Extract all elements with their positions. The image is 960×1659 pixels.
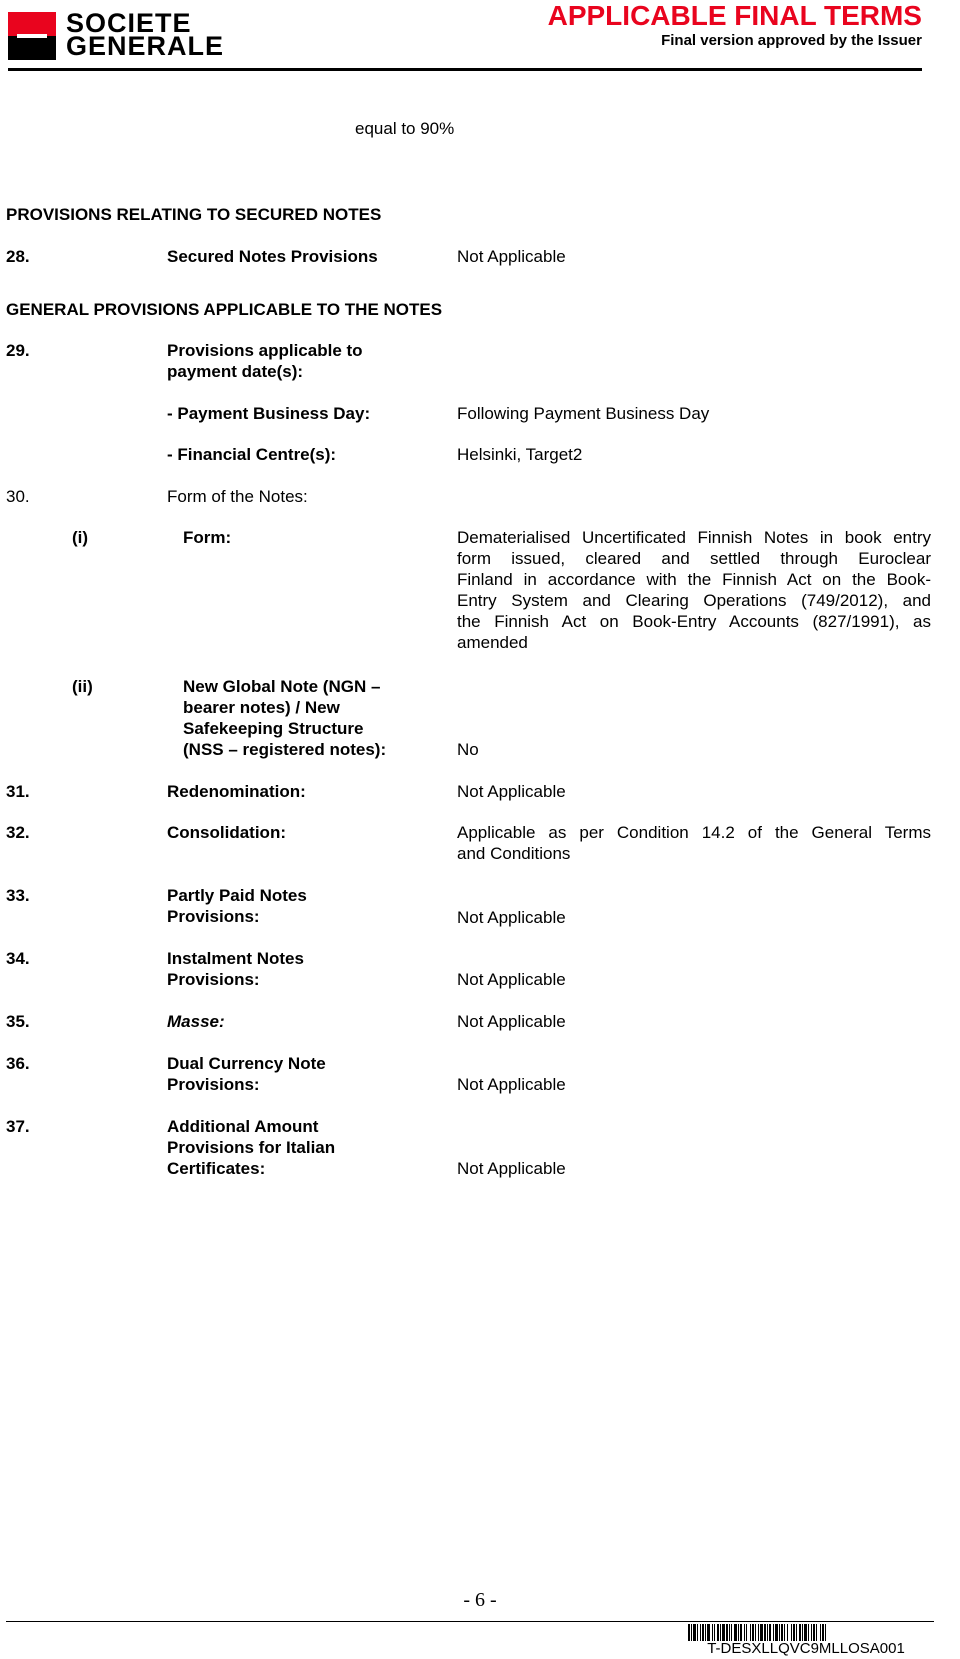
item-value: Not Applicable (457, 782, 566, 801)
sub-item-value: Following Payment Business Day (457, 404, 710, 423)
sub-item-label: - Financial Centre(s): (167, 445, 337, 464)
item-value: Not Applicable (457, 1012, 566, 1031)
item-label: Redenomination: (167, 782, 306, 801)
footer-divider (6, 1621, 934, 1622)
sub-item-label: - Payment Business Day: (167, 404, 371, 423)
barcode-icon (688, 1624, 924, 1641)
item-number: 31. (6, 782, 30, 801)
item-value: Not Applicable (457, 908, 566, 927)
item-label: Provisions applicable to (167, 341, 363, 360)
logo-mark-icon (8, 12, 56, 60)
item-label: Consolidation: (167, 823, 286, 842)
sub-item-number: (i) (72, 528, 89, 547)
sub-item-value: Helsinki, Target2 (457, 445, 583, 464)
sub-item-label: Form: (183, 528, 232, 547)
item-number: 28. (6, 247, 30, 266)
item-number: 29. (6, 341, 30, 360)
item-value: Applicable as per Condition 14.2 of the General Terms and Conditions (457, 823, 931, 863)
sub-item-value: No (457, 740, 479, 759)
item-value: Not Applicable (457, 247, 566, 266)
item-label: Additional Amount Provisions for Italian Certificates: (167, 1117, 336, 1178)
logo-line-1: SOCIETE (66, 8, 192, 38)
document-title: APPLICABLE FINAL TERMS (547, 0, 922, 31)
item-number: 37. (6, 1117, 30, 1136)
item-value: Not Applicable (457, 970, 566, 989)
item-number: 30. (6, 487, 30, 506)
item-label: payment date(s): (167, 362, 304, 381)
sub-item-number: (ii) (72, 677, 93, 696)
item-label: Masse: (167, 1012, 225, 1031)
barcode-text: T-DESXLLQVC9MLLOSA001 (707, 1640, 905, 1657)
document-subtitle: Final version approved by the Issuer (661, 32, 922, 49)
carry-over-text: equal to 90% (355, 119, 455, 138)
header-divider (8, 68, 922, 71)
item-label: Form of the Notes: (167, 487, 308, 506)
item-label: Partly Paid Notes Provisions: (167, 886, 307, 926)
item-value: Not Applicable (457, 1075, 566, 1094)
logo-line-2: GENERALE (66, 31, 225, 61)
item-number: 34. (6, 949, 30, 968)
section-heading-secured: PROVISIONS RELATING TO SECURED NOTES (6, 205, 382, 224)
sub-item-value: Dematerialised Uncertificated Finnish Notes in book entry form issued, cleared and settled through Euroclear Finland in accordance with the Finnish Act on the Book- Entry System and Clearing Operations (749/2012), and the Finnish Act on Book-Entry Accounts (827/1991), as amended (457, 528, 931, 652)
item-number: 36. (6, 1054, 30, 1073)
item-number: 33. (6, 886, 30, 905)
sub-item-label: New Global Note (NGN – bearer notes) / New Safekeeping Structure (NSS – registered notes): (183, 677, 387, 759)
page-number: - 6 - (463, 1589, 497, 1611)
section-heading-general: GENERAL PROVISIONS APPLICABLE TO THE NOTES (6, 300, 443, 319)
item-number: 35. (6, 1012, 30, 1031)
item-label: Instalment Notes Provisions: (167, 949, 304, 989)
item-label: Dual Currency Note Provisions: (167, 1054, 326, 1094)
item-label: Secured Notes Provisions (167, 247, 378, 266)
item-value: Not Applicable (457, 1159, 566, 1178)
item-number: 32. (6, 823, 30, 842)
